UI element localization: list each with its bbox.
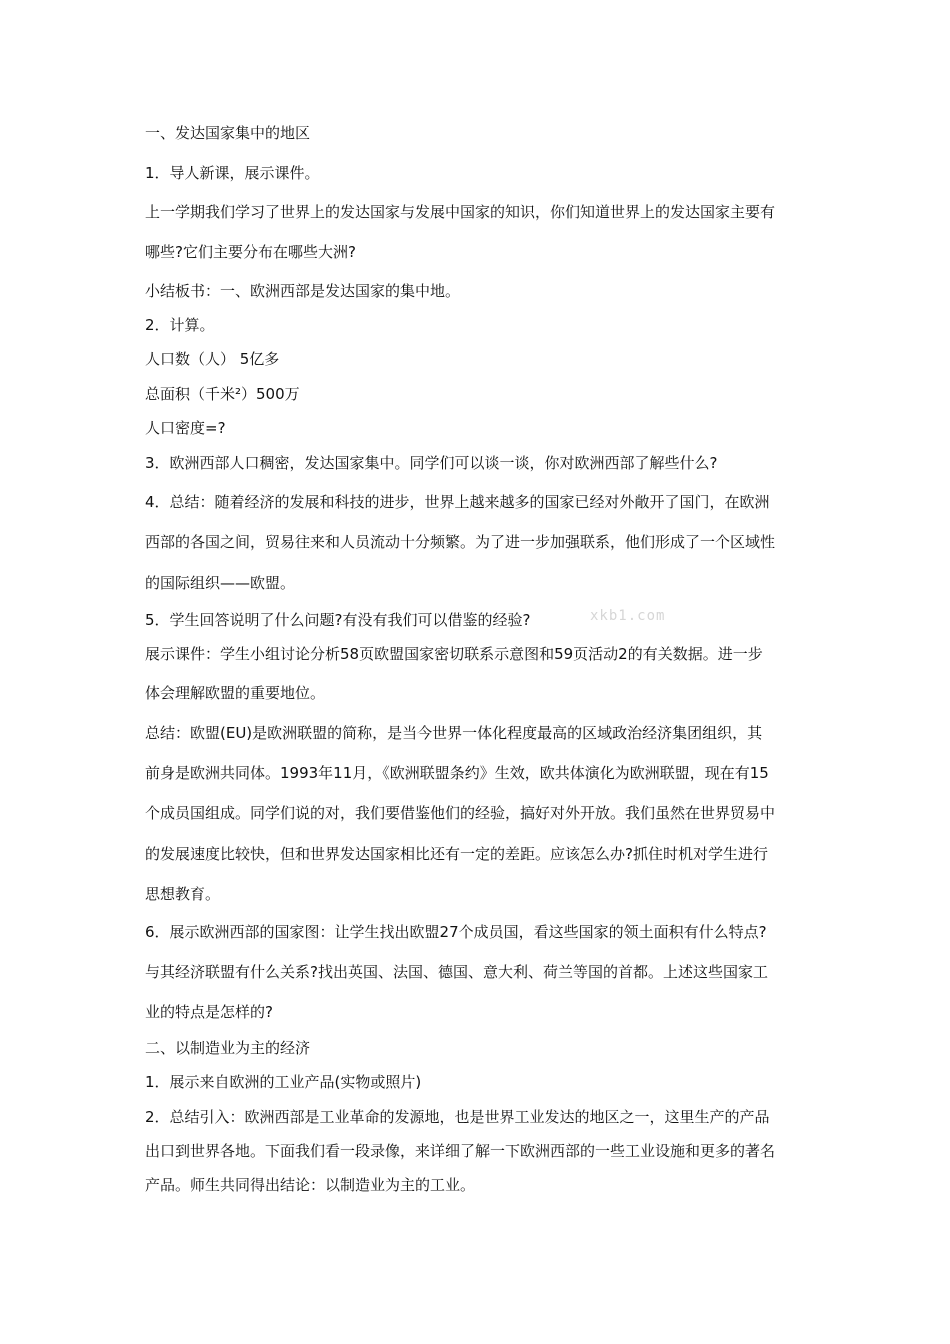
paragraph-line: 哪些?它们主要分布在哪些大洲? [145, 243, 356, 261]
paragraph-line: 1．展示来自欧洲的工业产品(实物或照片) [145, 1073, 422, 1091]
paragraph-line: 体会理解欧盟的重要地位。 [145, 684, 326, 702]
paragraph-line: 思想教育。 [145, 885, 221, 903]
paragraph-line: 出口到世界各地。下面我们看一段录像，来详细了解一下欧洲西部的一些工业设施和更多的著名 [145, 1142, 776, 1160]
paragraph-line: 的发展速度比较快，但和世界发达国家相比还有一定的差距。应该怎么办?抓住时机对学生进行 [145, 845, 768, 863]
paragraph-line: 前身是欧洲共同体。1993年11月，《欧洲联盟条约》生效，欧共体演化为欧洲联盟，现在有15 [145, 764, 769, 782]
paragraph-line: 5．学生回答说明了什么问题?有没有我们可以借鉴的经验? [145, 611, 531, 629]
paragraph-line: 3．欧洲西部人口稠密，发达国家集中。同学们可以谈一谈，你对欧洲西部了解些什么? [145, 454, 718, 472]
paragraph-line: 6．展示欧洲西部的国家图：让学生找出欧盟27个成员国，看这些国家的领土面积有什么特点? [145, 923, 767, 941]
paragraph-line: 西部的各国之间，贸易往来和人员流动十分频繁。为了进一步加强联系，他们形成了一个区域性 [145, 533, 776, 551]
section-heading-1: 一、发达国家集中的地区 [145, 124, 311, 142]
paragraph-line: 4．总结：随着经济的发展和科技的进步，世界上越来越多的国家已经对外敞开了国门，在欧洲 [145, 493, 770, 511]
paragraph-line: 人口数（人） 5亿多 [145, 350, 280, 368]
paragraph-line: 产品。师生共同得出结论：以制造业为主的工业。 [145, 1176, 476, 1194]
paragraph-line: 展示课件：学生小组讨论分析58页欧盟国家密切联系示意图和59页活动2的有关数据。进一步 [145, 645, 763, 663]
paragraph-line: 小结板书：一、欧洲西部是发达国家的集中地。 [145, 282, 461, 300]
paragraph-line: 上一学期我们学习了世界上的发达国家与发展中国家的知识，你们知道世界上的发达国家主要有 [145, 203, 776, 221]
section-heading-2: 二、以制造业为主的经济 [145, 1039, 311, 1057]
paragraph-line: 人口密度=? [145, 419, 226, 437]
paragraph-line: 2．计算。 [145, 316, 215, 334]
paragraph-line: 的国际组织——欧盟。 [145, 574, 296, 592]
paragraph-line: 总面积（千米²）500万 [145, 385, 300, 403]
paragraph-line: 总结：欧盟(EU)是欧洲联盟的简称，是当今世界一体化程度最高的区域政治经济集团组织，其 [145, 724, 763, 742]
paragraph-line: 1．导人新课，展示课件。 [145, 164, 320, 182]
paragraph-line: 2．总结引入：欧洲西部是工业革命的发源地，也是世界工业发达的地区之一，这里生产的产品 [145, 1108, 770, 1126]
watermark-text: xkb1.com [590, 608, 666, 624]
paragraph-line: 个成员国组成。同学们说的对，我们要借鉴他们的经验，搞好对外开放。我们虽然在世界贸易中 [145, 804, 776, 822]
paragraph-line: 与其经济联盟有什么关系?找出英国、法国、德国、意大利、荷兰等国的首都。上述这些国家工 [145, 963, 768, 981]
paragraph-line: 业的特点是怎样的? [145, 1003, 273, 1021]
